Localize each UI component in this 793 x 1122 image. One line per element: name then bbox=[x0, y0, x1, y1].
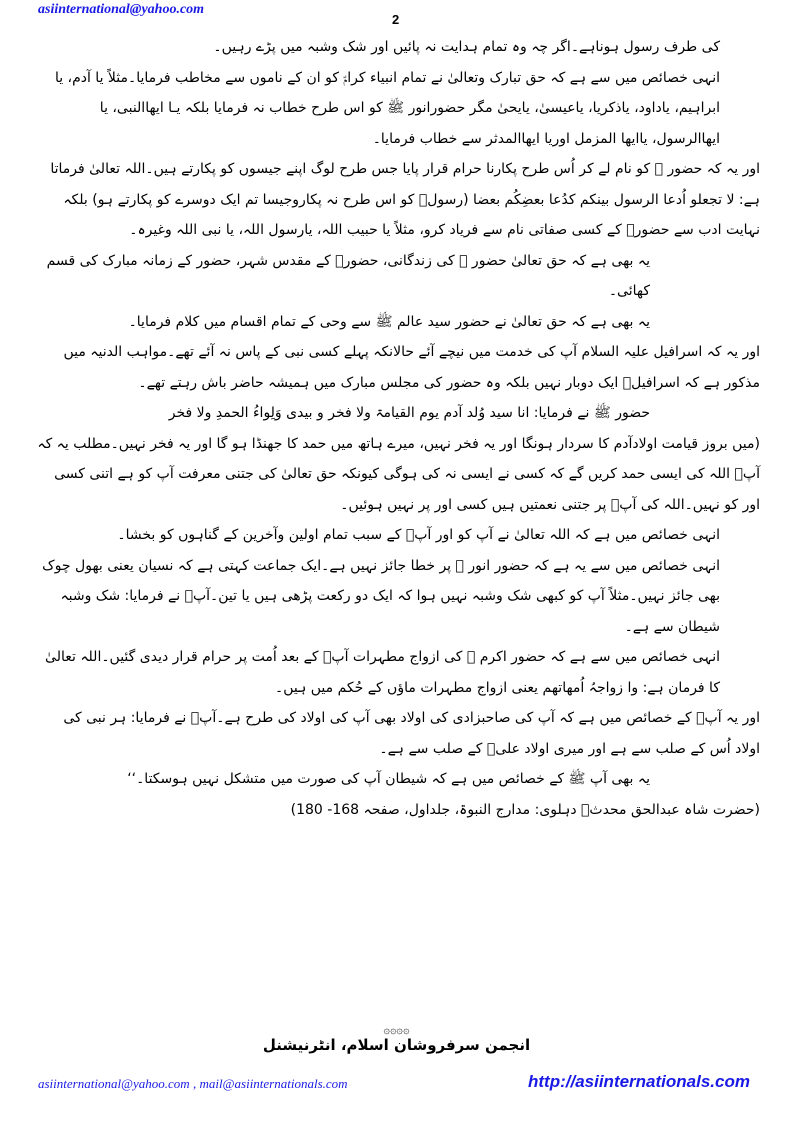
paragraph: اور یہ کہ اسرافیل علیہ السلام آپ کی خدمت میں نیچے آئے حالانکہ پہلے کسی نبی کے پاس نہ آئے تھے۔مواہب الدنیہ میں مذکور ہے کہ اسرافیلؑ ایک دوبار نہیں بلکہ وہ حضور کی مجلس مبارک میں ہمیشہ حاضر باش رہتے تھے۔ bbox=[63, 344, 760, 391]
footer-website-link[interactable]: http://asiinternationals.com bbox=[528, 1072, 750, 1091]
paragraph: انہی خصائص میں سے ہے کہ حضور اکرم ﷺ کی ازواج مطہرات آپؐ کے بعد اُمت پر حرام قرار دیدی گئیں۔اللہ تعالیٰ کا فرمان ہے: وا زواجہُ اُمھاتھم یعنی ازواج مطہرات ماؤں کے حُکم میں ہیں۔ bbox=[45, 649, 720, 696]
citation: (حضرت شاہ عبدالحق محدثؒ دہلوی: مدارج النبوۃ، جلداول، صفحہ 168- 180) bbox=[290, 801, 760, 818]
paragraph: کی طرف رسول ہوناہے۔اگر چہ وہ تمام ہدایت نہ پائیں اور شک وشبہ میں پڑے رہیں۔ bbox=[213, 39, 720, 55]
organization-name: انجمن سرفروشان اسلام، انٹرنیشنل bbox=[262, 1036, 531, 1054]
footer-email-links[interactable]: asiinternational@yahoo.com , mail@asiinternationals.com bbox=[38, 1076, 348, 1091]
paragraph: اور یہ کہ حضور ﷺ کو نام لے کر اُس طرح پکارنا حرام قرار پایا جس طرح لوگ اپنے جیسوں کو پکارتے ہیں۔اللہ تعالیٰ فرماتا ہے: لا تجعلو اُدعا الرسول بینکم کدُعا بعضِکُم بعضا (رسولؐ کو اس طرح نہ پکاروجیسا تم ایک دوسرے کو پکارتے ہو) بلکہ نہایت ادب سے حضورؐ کے کسی صفاتی نام سے فریاد کرو، مثلاً یا حبیب اللہ، یارسول اللہ، یا نبی اللہ وغیرہ۔ bbox=[50, 161, 760, 238]
paragraph: (میں بروز قیامت اولادآدم کا سردار ہونگا اور یہ فخر نہیں، میرے ہاتھ میں حمد کا جھنڈا ہو گا اور یہ فخر نہیں۔مطلب یہ کہ آپؐ اللہ کی ایسی حمد کریں گے کہ کسی نے ایسی نہ کی ہوگی کیونکہ حق تعالیٰ کی جتنی معرفت آپ کو ہے اتنی کسی اور کو نہیں۔اللہ کی آپؐ پر جتنی نعمتیں ہیں کسی اور پر نہیں ہوئیں۔ bbox=[37, 435, 760, 513]
paragraph: یہ بھی آپ ﷺ کے خصائص میں ہے کہ شیطان آپ کی صورت میں متشکل نہیں ہوسکتا۔‘‘ bbox=[127, 771, 650, 787]
ornament-stars: ۞۞۞۞ bbox=[383, 1023, 410, 1036]
page-number: 2 bbox=[392, 12, 400, 27]
paragraph: یہ بھی ہے کہ حق تعالیٰ حضور ﷺ کی زندگانی، حضورؐ کے مقدس شہر، حضور کے زمانہ مبارک کی قسم کھائی۔ bbox=[46, 252, 650, 299]
paragraph: حضور ﷺ نے فرمایا: انا سید وُلد آدم یوم القیامۃ ولا فخر و بیدی وَلِواءُ الحمدِ ولا فخر bbox=[168, 405, 650, 421]
paragraph: انہی خصائص میں سے یہ ہے کہ حضور انور ﷺ پر خطا جائز نہیں ہے۔ایک جماعت کہتی ہے کہ نسیان یعنی بھول چوک بھی جائز نہیں۔مثلاً آپ کو کبھی شک وشبہ نہیں ہوا کہ ایک دو رکعت پڑھی ہیں یا تین۔آپؐ نے فرمایا: شک وشبہ شیطان سے ہے۔ bbox=[42, 557, 720, 635]
paragraph: اور یہ آپؐ کے خصائص میں ہے کہ آپ کی صاحبزادی کی اولاد بھی آپ کی اولاد کی طرح ہے۔آپؐ نے فرمایا: ہر نبی کی اولاد اُس کے صلب سے ہے اور میری اولاد علیؑ کے صلب سے ہے۔ bbox=[63, 710, 760, 757]
header-email-link[interactable]: asiinternational@yahoo.com bbox=[38, 2, 205, 17]
paragraph: انہی خصائص میں ہے کہ اللہ تعالیٰ نے آپ کو اور آپؐ کے سبب تمام اولین وآخرین کے گناہوں کو بخشا۔ bbox=[117, 527, 720, 543]
paragraph: یہ بھی ہے کہ حق تعالیٰ نے حضور سید عالم ﷺ سے وحی کے تمام اقسام میں کلام فرمایا۔ bbox=[128, 313, 650, 330]
paragraph: انہی خصائص میں سے ہے کہ حق تبارک وتعالیٰ نے تمام انبیاء کرامؑ کو ان کے ناموں سے مخاطب فرمایا۔مثلاً یا آدم، یا ابراہیم، یاداود، یاذکریا، یاعیسیٰ، یایحیٰ مگر حضورانور ﷺ کو اس طرح خطاب نہ فرمایا بلکہ یـا ایھاالنبی، یا ایھاالرسول، یاایھا المزمل اوریا ایھاالمدثر سے خطاب فرمایا۔ bbox=[54, 69, 720, 147]
document-body bbox=[36, 32, 760, 825]
